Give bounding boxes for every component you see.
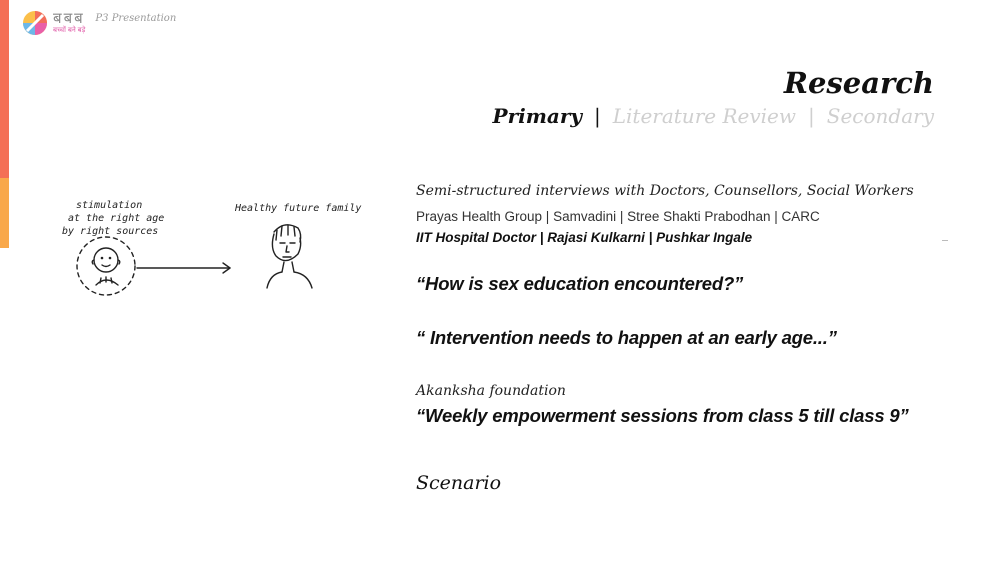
quote-sex-education: “How is sex education encountered?” — [416, 273, 744, 294]
scenario-heading: Scenario — [416, 472, 502, 494]
sketch-label-right-sources: by right sources — [62, 226, 159, 237]
page-title: Research — [783, 66, 934, 100]
stimulation-sketch — [62, 190, 372, 300]
organizations-line-2: IIT Hospital Doctor | Rajasi Kulkarni | Pushkar Ingale — [416, 230, 753, 245]
tab-primary[interactable]: Primary — [492, 104, 582, 128]
sketch-label-right-age: at the right age — [68, 213, 165, 224]
divider-mark — [942, 240, 948, 241]
brand-name: बबब — [53, 9, 85, 27]
section-tabs — [493, 104, 934, 128]
brand — [22, 10, 176, 36]
presentation-caption: P3 Presentation — [95, 13, 177, 24]
foundation-name: Akanksha foundation — [416, 383, 566, 399]
tab-separator: | — [593, 104, 601, 128]
tab-literature-review[interactable]: Literature Review — [612, 104, 796, 128]
quote-early-intervention: “ Intervention needs to happen at an early age...” — [416, 327, 837, 348]
tab-separator: | — [808, 104, 815, 128]
tab-secondary[interactable]: Secondary — [826, 104, 934, 128]
quote-empowerment-sessions: “Weekly empowerment sessions from class 5 till class 9” — [416, 405, 909, 426]
accent-bar-bottom — [0, 178, 9, 248]
brand-tagline: बच्चों बने बड़े — [53, 27, 86, 34]
logo-icon — [22, 10, 48, 36]
interview-intro: Semi-structured interviews with Doctors, Counsellors, Social Workers — [416, 183, 914, 199]
organizations-line-1: Prayas Health Group | Samvadini | Stree Shakti Prabodhan | CARC — [416, 209, 820, 224]
sketch-label-healthy-family: Healthy future family — [235, 203, 362, 214]
sketch-label-stimulation: stimulation — [76, 200, 143, 211]
accent-bar-top — [0, 0, 9, 178]
